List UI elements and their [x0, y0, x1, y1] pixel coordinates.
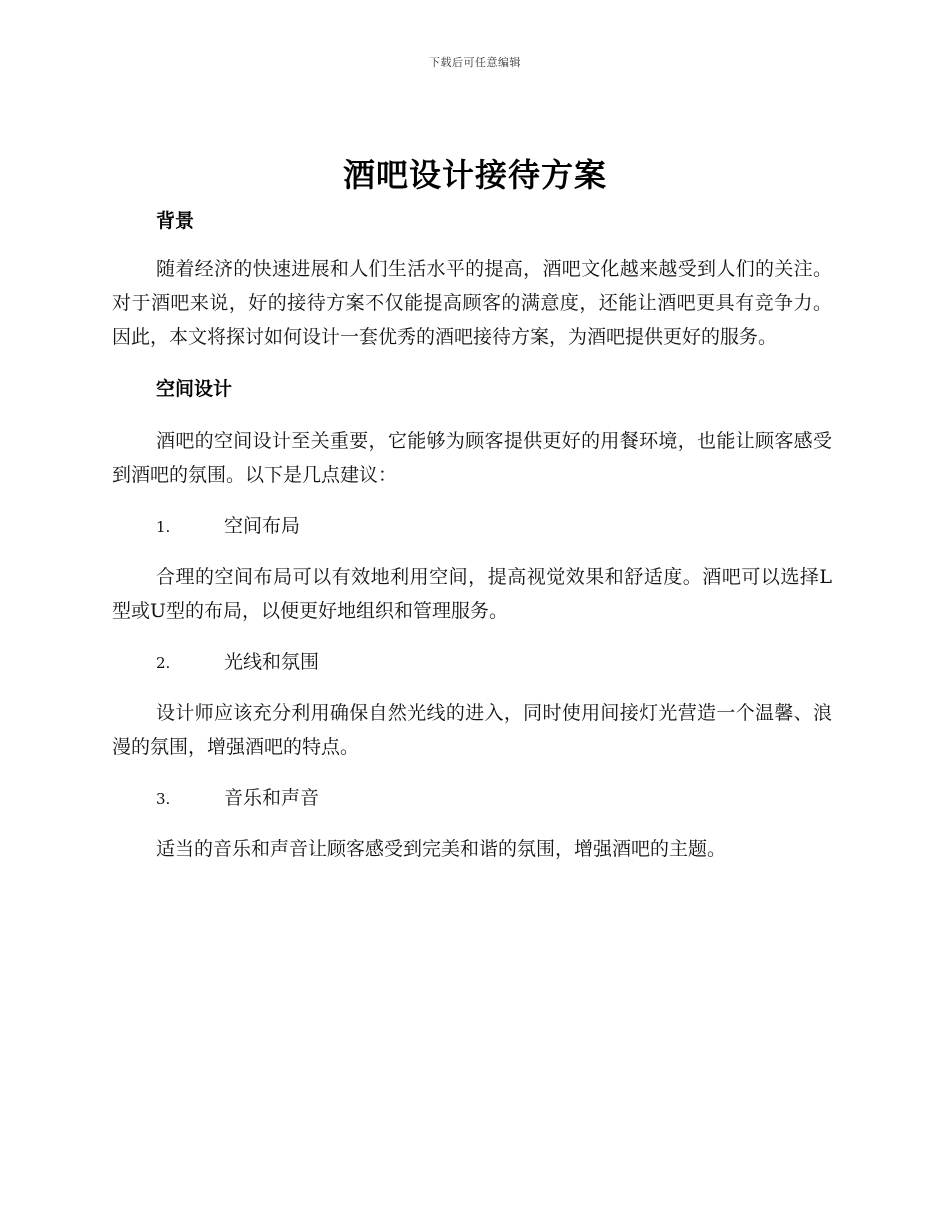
section-heading-space-design: 空间设计 [156, 378, 233, 400]
list-number: 2. [156, 654, 171, 672]
document-body [112, 206, 832, 866]
space-design-intro: 酒吧的空间设计至关重要，它能够为顾客提供更好的用餐环境，也能让顾客感受到酒吧的氛围。以下是几点建议： [112, 430, 832, 486]
page-header-note: 下载后可任意编辑 [429, 56, 521, 69]
list-item-music [112, 782, 832, 814]
background-paragraph: 随着经济的快速进展和人们生活水平的提高，酒吧文化越来越受到人们的关注。对于酒吧来说，好的接待方案不仅能提高顾客的满意度，还能让酒吧更具有竞争力。因此，本文将探讨如何设计一套优秀的酒吧接待方案，为酒吧提供更好的服务。 [112, 258, 832, 348]
list-item-layout [112, 510, 832, 542]
list-number: 1. [156, 518, 171, 536]
list-item-label: 空间布局 [224, 515, 301, 537]
layout-paragraph: 合理的空间布局可以有效地利用空间，提高视觉效果和舒适度。酒吧可以选择L型或U型的布局，以便更好地组织和管理服务。 [112, 566, 832, 622]
document-title: 酒吧设计接待方案 [342, 156, 607, 194]
section-heading-background: 背景 [156, 210, 195, 232]
list-number: 3. [156, 790, 171, 808]
lighting-paragraph: 设计师应该充分利用确保自然光线的进入，同时使用间接灯光营造一个温馨、浪漫的氛围，增强酒吧的特点。 [112, 702, 832, 758]
list-item-lighting [112, 646, 832, 678]
list-item-label: 音乐和声音 [224, 787, 320, 809]
list-item-label: 光线和氛围 [224, 651, 320, 673]
music-paragraph: 适当的音乐和声音让顾客感受到完美和谐的氛围，增强酒吧的主题。 [156, 838, 727, 860]
